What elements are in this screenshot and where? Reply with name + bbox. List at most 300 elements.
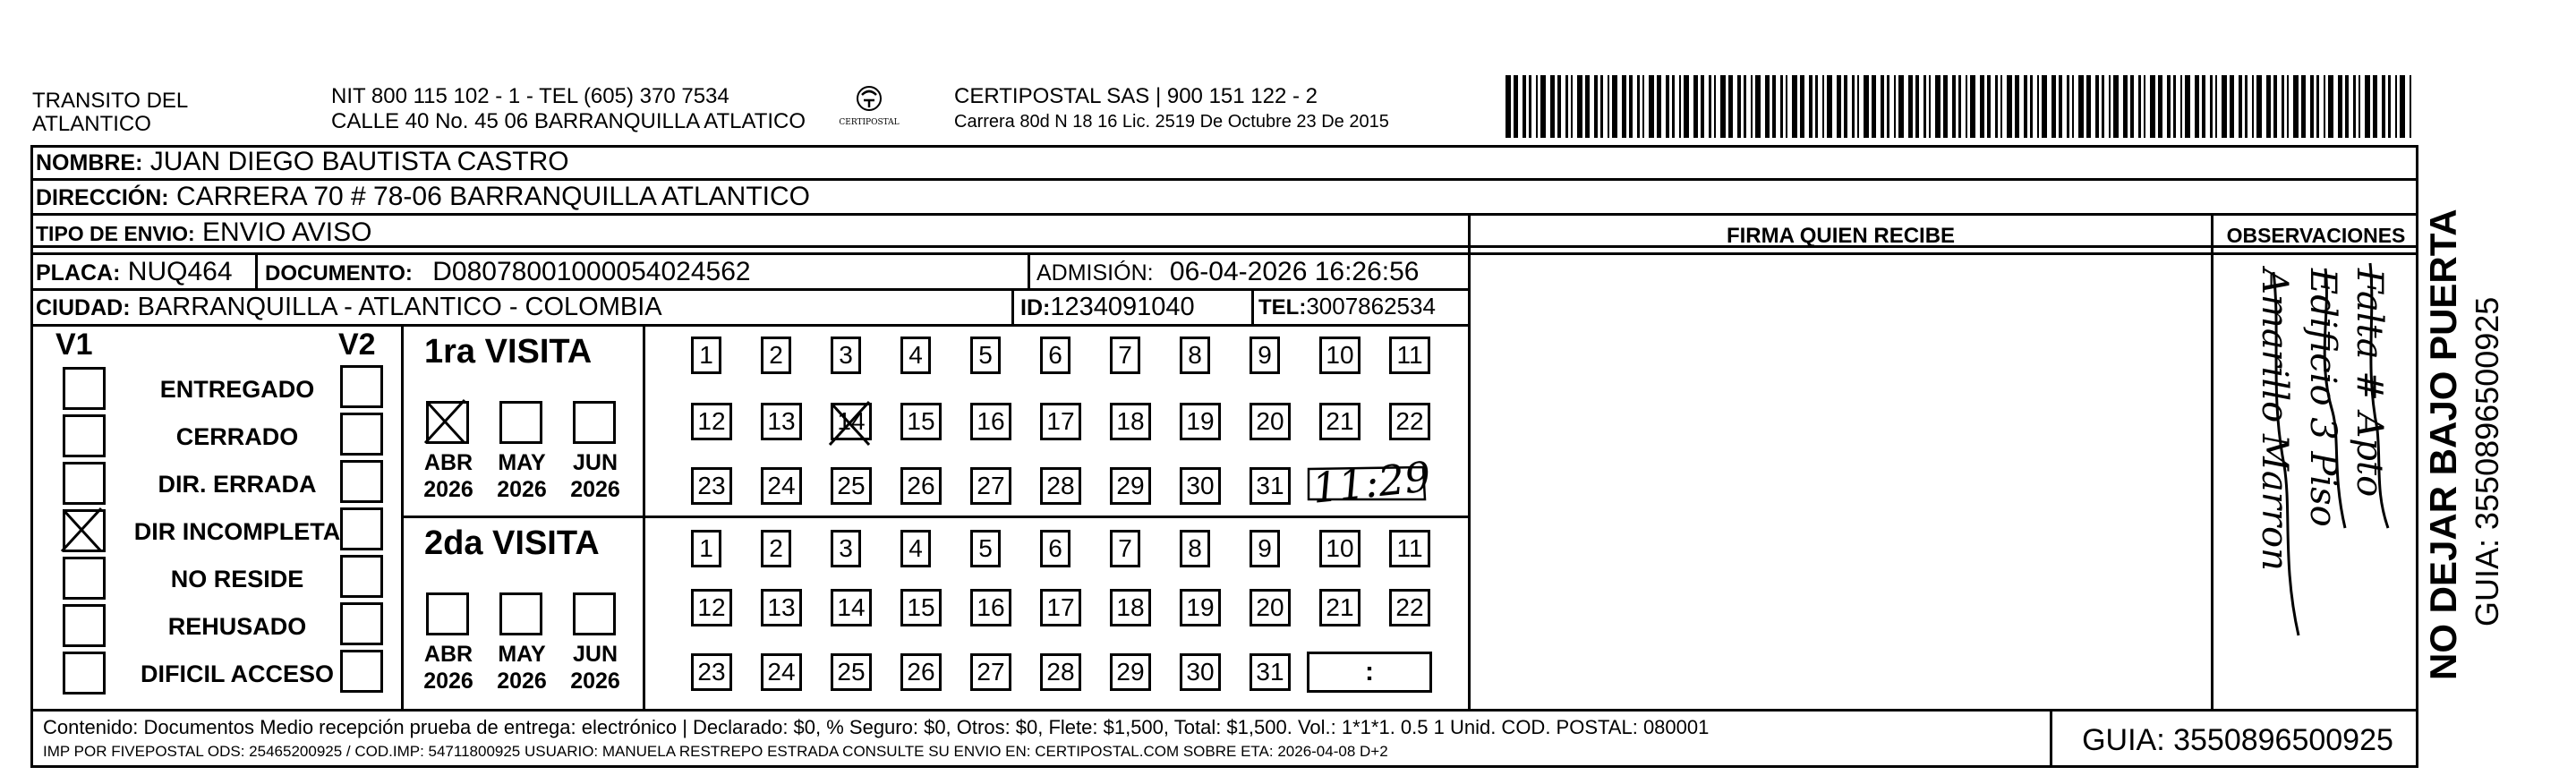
issuer-name (32, 89, 188, 136)
barcode-bar (2113, 75, 2119, 138)
barcode-bar (1637, 75, 1640, 138)
visit2-day-box[interactable]: 10 (1319, 530, 1361, 567)
visit2-day-box[interactable]: 29 (1110, 653, 1151, 691)
barcode-bar (2252, 75, 2254, 138)
visit1-day-box[interactable]: 15 (900, 403, 942, 440)
visit1-day-box[interactable]: 8 (1180, 337, 1210, 374)
barcode-bar (1642, 75, 1644, 138)
visit2-day-box[interactable]: 13 (761, 589, 802, 626)
barcode-bar (2410, 75, 2411, 138)
status-v1-checkbox[interactable] (63, 414, 106, 457)
city-label: CIUDAD: (36, 295, 131, 320)
v1-label: V1 (55, 328, 93, 362)
col-divider-obs (2211, 213, 2213, 711)
barcode-bar (2195, 75, 2199, 138)
barcode-bar (1684, 75, 1689, 138)
visit2-day-box[interactable]: 23 (691, 653, 732, 691)
visit2-month-year: 2026 (497, 669, 547, 694)
plate-cell (36, 257, 233, 287)
check-mark-icon (429, 404, 466, 441)
barcode-icon (1506, 75, 2415, 138)
visit1-day-box[interactable]: 19 (1180, 403, 1221, 440)
barcode-bar (1837, 75, 1841, 138)
barcode-bar (2395, 75, 2397, 138)
visit2-day-box[interactable]: 17 (1040, 589, 1081, 626)
tel-label: TEL: (1258, 295, 1307, 320)
barcode-bar (2000, 75, 2002, 138)
footer-imp: IMP POR FIVEPOSTAL ODS: 25465200925 / COD.IMP: 54711800925 USUARIO: MANUELA RESTREPO ESTRADA CONSULTE SU ENVIO EN: CERTIPOSTAL.COM SOBRE ETA: 2026-04-08 D+2 (43, 743, 1388, 760)
admission-cell (1036, 257, 1420, 287)
visit1-time: 11:29 (1309, 452, 1434, 513)
admission-label: ADMISIÓN: (1036, 260, 1154, 285)
visit1-month-year: 2026 (423, 477, 473, 502)
observation-line-1: Falta # Apto (2349, 268, 2390, 498)
visit1-day-box[interactable]: 1 (691, 337, 721, 374)
plate-label: PLACA: (36, 260, 121, 285)
barcode-bar (1608, 75, 1609, 138)
col-divider-plate (255, 252, 258, 290)
visit1-month-year: 2026 (570, 477, 620, 502)
barcode-bar (1887, 75, 1889, 138)
name-label: NOMBRE: (36, 150, 143, 175)
barcode-bar (1929, 75, 1931, 138)
visit1-day-box[interactable]: 2 (761, 337, 791, 374)
barcode-bar (1594, 75, 1598, 138)
barcode-bar (2078, 75, 2084, 138)
visit2-month-checkbox[interactable] (499, 592, 542, 635)
row-divider (30, 213, 2418, 216)
barcode-bar (1709, 75, 1711, 138)
status-v1-checkbox[interactable] (63, 367, 106, 410)
city-cell (36, 293, 662, 322)
barcode-bar (1557, 75, 1561, 138)
visit1-day-box[interactable]: 28 (1040, 467, 1081, 505)
col-divider-firma (1468, 213, 1471, 711)
row-divider (1468, 252, 2418, 255)
status-label: DIR. ERRADA (158, 471, 317, 498)
barcode-bar (1666, 75, 1669, 138)
status-v2-checkbox[interactable] (340, 365, 383, 408)
visit2-day-box[interactable]: 7 (1110, 530, 1140, 567)
barcode-bar (1751, 75, 1753, 138)
visit1-day-box[interactable]: 23 (691, 467, 732, 505)
barcode-bar (1523, 75, 1526, 138)
row-divider (30, 178, 2418, 181)
col-divider-tel (1251, 288, 1254, 326)
document-cell (265, 257, 751, 287)
barcode-bar (1844, 75, 1847, 138)
visit2-month-checkbox[interactable] (573, 592, 616, 635)
barcode-bar (1881, 75, 1884, 138)
barcode-bar (2067, 75, 2069, 138)
barcode-bar (1672, 75, 1675, 138)
visit2-day-box[interactable]: 16 (970, 589, 1011, 626)
visit1-day-box[interactable]: 11 (1389, 337, 1430, 374)
barcode-bar (1765, 75, 1770, 138)
barcode-bar (1755, 75, 1761, 138)
barcode-bar (2382, 75, 2385, 138)
barcode-bar (2180, 75, 2182, 138)
barcode-bar (2158, 75, 2162, 138)
barcode-bar (1506, 75, 1511, 138)
barcode-bar (1792, 75, 1797, 138)
barcode-bar (2042, 75, 2047, 138)
type-label: TIPO DE ENVIO: (36, 222, 195, 245)
visit2-day-box[interactable]: 5 (970, 530, 1001, 567)
barcode-bar (2059, 75, 2062, 138)
visit2-month-label: ABR (423, 642, 473, 667)
status-v1-checkbox[interactable] (63, 509, 106, 552)
visit1-day-box[interactable]: 10 (1319, 337, 1361, 374)
barcode-bar (1822, 75, 1824, 138)
barcode-bar (1915, 75, 1919, 138)
document-label: DOCUMENTO: (265, 261, 413, 285)
barcode-bar (2245, 75, 2248, 138)
status-v1-checkbox[interactable] (63, 557, 106, 600)
barcode-bar (2287, 75, 2289, 138)
barcode-bar (1693, 75, 1698, 138)
visit1-day-box[interactable]: 20 (1250, 403, 1291, 440)
visit2-day-box[interactable]: 12 (691, 589, 732, 626)
issuer-line-2: ATLANTICO (32, 112, 151, 136)
barcode-bar (1744, 75, 1746, 138)
visit1-day-box[interactable]: 29 (1110, 467, 1151, 505)
address-value: CARRERA 70 # 78-06 BARRANQUILLA ATLANTICO (175, 182, 810, 211)
status-label: ENTREGADO (159, 376, 315, 403)
barcode-bar (2230, 75, 2234, 138)
barcode-bar (2095, 75, 2099, 138)
barcode-bar (2024, 75, 2027, 138)
barcode-bar (1952, 75, 1956, 138)
barcode-bar (2037, 75, 2039, 138)
barcode-bar (1908, 75, 1913, 138)
visit1-day-box[interactable]: 7 (1110, 337, 1140, 374)
barcode-bar (1571, 75, 1573, 138)
visit2-day-box[interactable]: 31 (1250, 653, 1291, 691)
barcode-bar (1995, 75, 1998, 138)
visit1-day-box[interactable]: 14 (831, 403, 872, 440)
barcode-bar (2144, 75, 2145, 138)
barcode-bar (2185, 75, 2190, 138)
firma-header: FIRMA QUIEN RECIBE (1726, 224, 1956, 248)
visit1-day-box[interactable]: 12 (691, 403, 732, 440)
barcode-bar (2324, 75, 2325, 138)
visit-divider (401, 516, 1470, 518)
visit2-day-box[interactable]: 2 (761, 530, 791, 567)
barcode (1506, 75, 2415, 138)
visit2-month-checkbox[interactable] (426, 592, 469, 635)
v2-label: V2 (338, 328, 376, 362)
address-label: DIRECCIÓN: (36, 185, 169, 210)
barcode-bar (1649, 75, 1654, 138)
barcode-bar (2328, 75, 2333, 138)
city-value: BARRANQUILLA - ATLANTICO - COLOMBIA (137, 293, 662, 321)
visit1-day-box[interactable]: 21 (1319, 403, 1361, 440)
visit1-day-box[interactable]: 5 (970, 337, 1001, 374)
barcode-bar (2365, 75, 2370, 138)
status-label: CERRADO (175, 423, 299, 450)
status-v1-checkbox[interactable] (63, 462, 106, 505)
barcode-bar (2051, 75, 2056, 138)
footer-content: Contenido: Documentos Medio recepción prueba de entrega: electrónico | Declarado: $0, % Seguro: $0, Otros: $0, Flete: $1,500, Total: $1,500. Vol.: 1*1*1. 0.5 1 Unid. COD. POSTAL: 080001 (43, 716, 1710, 738)
visit1-day-box[interactable]: 31 (1250, 467, 1291, 505)
barcode-bar (1600, 75, 1603, 138)
status-v1-checkbox[interactable] (63, 604, 106, 647)
col-divider-id (1011, 288, 1014, 326)
visit1-time-box (1305, 452, 1434, 513)
visit1-month-checkbox[interactable] (573, 401, 616, 444)
barcode-bar (1987, 75, 1991, 138)
barcode-bar (1536, 75, 1538, 138)
barcode-bar (2222, 75, 2227, 138)
barcode-bar (1737, 75, 1741, 138)
barcode-bar (1612, 75, 1617, 138)
barcode-bar (1701, 75, 1704, 138)
barcode-bar (2353, 75, 2356, 138)
id-value: 1234091040 (1050, 293, 1195, 321)
barcode-bar (1935, 75, 1941, 138)
visit2-day-box[interactable]: 24 (761, 653, 802, 691)
barcode-bar (2173, 75, 2176, 138)
visit2-day-box[interactable]: 28 (1040, 653, 1081, 691)
barcode-bar (1958, 75, 1961, 138)
visit1-month-year: 2026 (497, 477, 547, 502)
visit1-month-checkbox[interactable] (499, 401, 542, 444)
barcode-bar (2109, 75, 2111, 138)
visit2-time-box (1307, 652, 1432, 693)
barcode-bar (2400, 75, 2405, 138)
document-value: D08078001000054024562 (432, 257, 751, 286)
visit1-month-checkbox[interactable] (426, 401, 469, 444)
footer-guia-divider (2050, 711, 2052, 768)
visit2-day-box[interactable]: 8 (1180, 530, 1210, 567)
barcode-bar (1657, 75, 1661, 138)
logo-caption: CERTIPOSTAL (839, 118, 900, 127)
visit2-day-box[interactable]: 22 (1389, 589, 1430, 626)
visit2-day-box[interactable]: 4 (900, 530, 931, 567)
visit1-day-box[interactable]: 9 (1250, 337, 1280, 374)
barcode-bar (2256, 75, 2262, 138)
barcode-bar (1585, 75, 1590, 138)
visit1-month-label: MAY (498, 450, 546, 475)
barcode-bar (1550, 75, 1555, 138)
visit2-time: : (1365, 657, 1374, 686)
status-v2-checkbox[interactable] (340, 413, 383, 456)
barcode-bar (1629, 75, 1633, 138)
barcode-bar (1970, 75, 1975, 138)
barcode-bar (2293, 75, 2299, 138)
row-divider (30, 252, 1470, 255)
visit2-day-box[interactable]: 11 (1389, 530, 1430, 567)
visit2-day-box[interactable]: 25 (831, 653, 872, 691)
barcode-bar (2345, 75, 2349, 138)
visit1-day-box[interactable]: 17 (1040, 403, 1081, 440)
barcode-bar (1714, 75, 1716, 138)
status-label: DIFICIL ACCESO (140, 660, 334, 687)
barcode-bar (1780, 75, 1783, 138)
visit1-day-box[interactable]: 3 (831, 337, 861, 374)
visit1-month-label: JUN (572, 450, 618, 475)
barcode-bar (2273, 75, 2277, 138)
visit1-title: 1ra VISITA (424, 333, 593, 371)
visit1-day-box[interactable]: 26 (900, 467, 942, 505)
status-v2-checkbox[interactable] (340, 460, 383, 503)
visit2-month-label: MAY (498, 642, 546, 667)
observation-line-3: Amarillo Marron (2254, 268, 2295, 571)
barcode-bar (1852, 75, 1855, 138)
barcode-bar (2301, 75, 2306, 138)
visit2-month-label: JUN (572, 642, 618, 667)
visit1-day-box[interactable]: 4 (900, 337, 931, 374)
barcode-bar (1894, 75, 1896, 138)
footer-guia: GUIA: 3550896500925 (2082, 723, 2393, 757)
barcode-bar (1815, 75, 1818, 138)
barcode-bar (2007, 75, 2012, 138)
visit1-day-box[interactable]: 13 (761, 403, 802, 440)
visit2-day-box[interactable]: 15 (900, 589, 942, 626)
tel-cell (1258, 293, 1436, 320)
status-v1-checkbox[interactable] (63, 652, 106, 695)
visit2-day-box[interactable]: 21 (1319, 589, 1361, 626)
status-label: DIR INCOMPLETA (133, 518, 341, 545)
issuer-line-1: TRANSITO DEL (32, 89, 189, 113)
visit2-day-box[interactable]: 3 (831, 530, 861, 567)
issuer-address: CALLE 40 No. 45 06 BARRANQUILLA ATLATICO (331, 109, 806, 133)
barcode-bar (1679, 75, 1681, 138)
barcode-bar (2388, 75, 2391, 138)
name-value: JUAN DIEGO BAUTISTA CASTRO (149, 147, 569, 176)
visit1-day-box[interactable]: 25 (831, 467, 872, 505)
check-mark-icon (833, 405, 869, 438)
observations-handwriting (2218, 260, 2415, 707)
visit1-day-box[interactable]: 6 (1040, 337, 1070, 374)
status-v2-checkbox[interactable] (340, 650, 383, 693)
visit2-day-box[interactable]: 14 (831, 589, 872, 626)
id-label: ID: (1020, 295, 1051, 320)
barcode-bar (1980, 75, 1984, 138)
barcode-bar (1529, 75, 1531, 138)
status-v2-checkbox[interactable] (340, 602, 383, 645)
visit2-day-box[interactable]: 20 (1250, 589, 1291, 626)
barcode-bar (1514, 75, 1518, 138)
barcode-bar (2123, 75, 2128, 138)
visit2-day-box[interactable]: 18 (1110, 589, 1151, 626)
barcode-bar (1943, 75, 1948, 138)
visit2-day-box[interactable]: 9 (1250, 530, 1280, 567)
barcode-bar (2373, 75, 2377, 138)
barcode-bar (1728, 75, 1733, 138)
barcode-bar (2202, 75, 2205, 138)
barcode-bar (1720, 75, 1726, 138)
barcode-bar (1800, 75, 1804, 138)
visit2-day-box[interactable]: 27 (970, 653, 1011, 691)
id-cell (1020, 293, 1195, 322)
visit1-day-box[interactable]: 30 (1180, 467, 1221, 505)
barcode-bar (2030, 75, 2033, 138)
barcode-bar (2086, 75, 2091, 138)
type-value: ENVIO AVISO (201, 217, 372, 247)
col-divider-admision (1028, 252, 1030, 290)
visit2-day-box[interactable]: 6 (1040, 530, 1070, 567)
visit1-day-box[interactable]: 22 (1389, 403, 1430, 440)
barcode-bar (2072, 75, 2074, 138)
visit1-day-box[interactable]: 16 (970, 403, 1011, 440)
visit2-month-year: 2026 (423, 669, 473, 694)
barcode-bar (2316, 75, 2319, 138)
barcode-bar (1898, 75, 1904, 138)
barcode-bar (2282, 75, 2284, 138)
barcode-bar (2138, 75, 2141, 138)
observaciones-header: OBSERVACIONES (2226, 224, 2406, 247)
barcode-bar (2210, 75, 2213, 138)
status-v2-checkbox[interactable] (340, 507, 383, 550)
issuer-nit: NIT 800 115 102 - 1 - TEL (605) 370 7534 (331, 84, 729, 108)
barcode-bar (1622, 75, 1626, 138)
visit1-month-label: ABR (423, 450, 473, 475)
barcode-bar (2266, 75, 2271, 138)
barcode-bar (2130, 75, 2134, 138)
side-guia: GUIA: 3550896500925 (2469, 296, 2505, 626)
barcode-bar (1827, 75, 1832, 138)
barcode-bar (2215, 75, 2217, 138)
side-warning: NO DEJAR BAJO PUERTA (2422, 209, 2464, 680)
barcode-bar (2102, 75, 2104, 138)
barcode-bar (1809, 75, 1813, 138)
visit2-day-box[interactable]: 19 (1180, 589, 1221, 626)
barcode-bar (1786, 75, 1787, 138)
barcode-bar (1872, 75, 1876, 138)
status-label: NO RESIDE (170, 566, 304, 592)
status-v2-checkbox[interactable] (340, 555, 383, 598)
visit2-day-box[interactable]: 26 (900, 653, 942, 691)
barcode-bar (2310, 75, 2314, 138)
company-address: Carrera 80d N 18 16 Lic. 2519 De Octubre 23 De 2015 (954, 112, 1389, 132)
visit2-month-year: 2026 (570, 669, 620, 694)
company-name: CERTIPOSTAL SAS | 900 151 122 - 2 (954, 84, 1318, 108)
barcode-bar (2338, 75, 2342, 138)
barcode-bar (2167, 75, 2171, 138)
status-label: REHUSADO (167, 613, 307, 640)
tel-value: 3007862534 (1306, 293, 1436, 320)
barcode-bar (1565, 75, 1568, 138)
type-row (36, 217, 372, 248)
plate-value: NUQ464 (127, 257, 233, 286)
barcode-bar (1864, 75, 1869, 138)
barcode-bar (1772, 75, 1776, 138)
admission-value: 06-04-2026 16:26:56 (1169, 257, 1420, 286)
observation-line-2: Edificio 3 Piso (2302, 268, 2343, 527)
name-row (36, 147, 569, 177)
barcode-bar (2150, 75, 2155, 138)
barcode-bar (1577, 75, 1582, 138)
visit1-day-box[interactable]: 24 (761, 467, 802, 505)
certipostal-logo (838, 84, 900, 134)
barcode-bar (1966, 75, 1967, 138)
barcode-bar (1923, 75, 1926, 138)
barcode-bar (2358, 75, 2360, 138)
barcode-bar (1857, 75, 1859, 138)
barcode-bar (2239, 75, 2242, 138)
visit1-day-box[interactable]: 27 (970, 467, 1011, 505)
check-mark-icon (65, 512, 103, 550)
barcode-bar (1540, 75, 1546, 138)
visit2-day-box[interactable]: 30 (1180, 653, 1221, 691)
visit1-day-box[interactable]: 18 (1110, 403, 1151, 440)
visit2-title: 2da VISITA (424, 524, 600, 562)
address-row (36, 182, 810, 212)
visit2-day-box[interactable]: 1 (691, 530, 721, 567)
barcode-bar (2015, 75, 2019, 138)
